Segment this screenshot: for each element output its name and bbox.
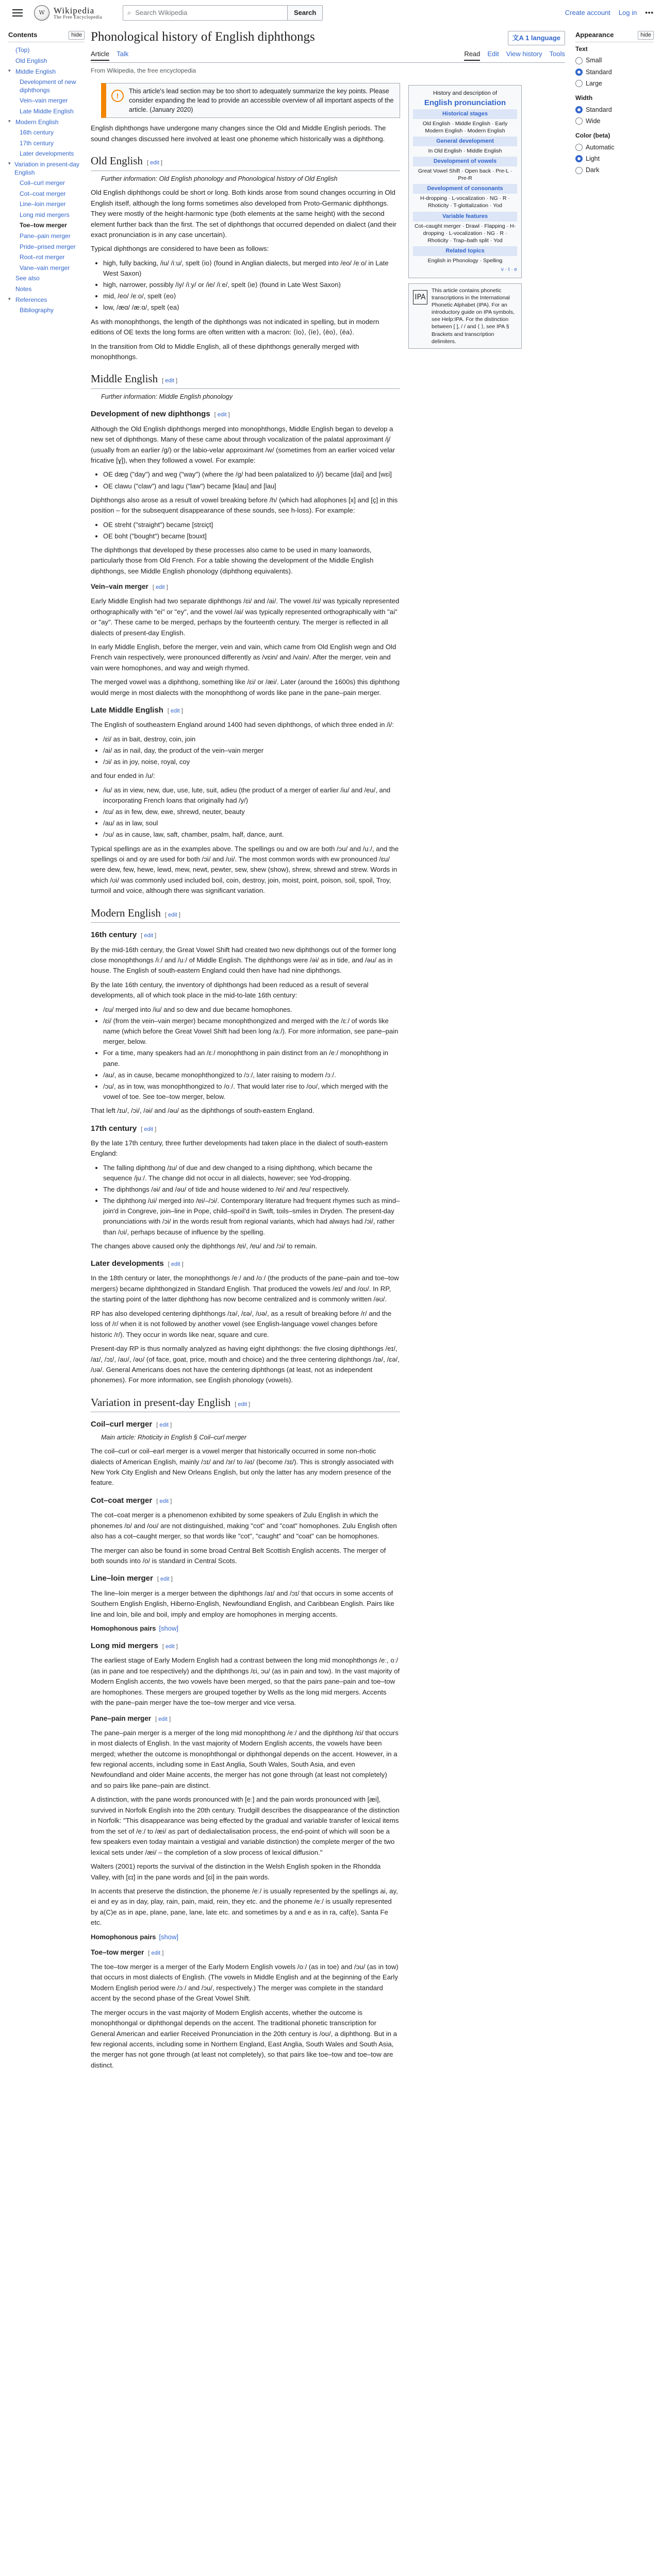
edit-link[interactable]: edit [144, 933, 154, 939]
paragraph: The merger can also be found in some broad Central Belt Scottish English accents. The merger of both sounds into /o/ is standard in Central Scots. [91, 1546, 386, 1565]
login-link[interactable]: Log in [618, 8, 637, 16]
appearance-option[interactable] [575, 115, 654, 127]
paragraph: As with monophthongs, the length of the diphthongs was not indicated in spelling, but in modern editions of OE texts the long forms are often written with a macron: ⟨īo⟩, ⟨īe⟩, ⟨ēo⟩, ⟨ēa⟩. [91, 317, 379, 336]
globe-icon: W [34, 5, 49, 21]
toc-item [8, 128, 85, 139]
section-title: Long mid mergers [91, 1641, 158, 1651]
paragraph: Typical spellings are as in the examples above. The spellings ou and ow are both /ɔu/ and /uː/, and the spellings oi and oy are used for both /ɔi/ and /ʊi/. The most common words with ew pronounced /ɛu/ were dew, few, hewe, lewd, mew, newt, pewter, sew, shew (show), shrew, shrewd and strew. Words in which /ʊi/ was commonly used included boil, coin, destroy, join, moist, point, poison, soil, spoil, Troy, turmoil and voice, although there was significant variation. [91, 844, 399, 895]
toc-item [8, 231, 85, 242]
edit-section-link[interactable]: [ edit ] [156, 1422, 172, 1429]
section-title: Modern English [91, 906, 161, 919]
toc-item [8, 221, 85, 231]
tab-edit[interactable]: Edit [487, 50, 499, 58]
tab-talk[interactable]: Talk [117, 50, 129, 58]
toc-link[interactable]: See also [15, 275, 40, 282]
section-title: Coil–curl merger [91, 1420, 153, 1429]
toc-item [8, 149, 85, 160]
toc-item [8, 252, 85, 263]
wikipedia-logo[interactable] [34, 5, 102, 21]
edit-section-link[interactable]: [ edit ] [152, 584, 168, 591]
tab-tools[interactable]: Tools [549, 50, 565, 58]
collapsible-table [91, 1623, 400, 1634]
paragraph: The toe–tow merger is a merger of the Early Modern English vowels /oː/ (as in toe) and /ɔu/ (as in tow) that occurs in most dialects of English. (The vowels in Middle English and at the beginning of the Early Modern English period were /ɔː/ and /ɔu/, respectively.) The merger was complete in the standard accent by the second phase of the Great Vowel Shift. [91, 1962, 399, 2003]
toc-item [8, 159, 85, 178]
edit-section-link[interactable]: [ edit ] [156, 1498, 172, 1504]
search-form [123, 5, 323, 21]
list-item: • /ɛu/ as in few, dew, ewe, shrewd, neuter, beauty [103, 807, 400, 817]
section-heading [91, 1394, 400, 1413]
lead-paragraph: English diphthongs have undergone many changes since the Old and Middle English periods. The sound changes discussed here involved at least one phoneme which historically was a diphthong. [91, 124, 386, 143]
toc-link[interactable]: Development of new diphthongs [20, 78, 76, 94]
paragraph: The merged vowel was a diphthong, something like /ɛi/ or /æi/. Later (around the 1600s) this diphthong would merge in most dialects with the monophthong of words like pane in the pane–pain merger. [91, 678, 400, 697]
option-label: Standard [586, 68, 612, 76]
section-heading [91, 1947, 400, 1958]
toc-item [8, 295, 85, 306]
list-item: • /au/ as in law, soul [103, 818, 400, 828]
hatnote: Further information: Middle English phonology [101, 393, 233, 400]
paragraph: By the mid-16th century, the Great Vowel Shift had created two new diphthongs out of the former long close monophthongs /iː/ and /uː/ of Middle English. The diphthongs were /əi/ as in tide, and /əu/ as in house. The English of south-eastern England could then have had nine diphthongs. [91, 945, 396, 975]
toc-link[interactable]: Pane–pain merger [20, 232, 71, 240]
edit-section-link[interactable]: [ edit ] [164, 911, 180, 918]
radio-button[interactable] [575, 167, 583, 174]
edit-link[interactable]: edit [158, 1716, 168, 1722]
page-tabs [91, 49, 565, 63]
section-title: Development of new diphthongs [91, 410, 210, 419]
toc-link[interactable]: Vane–vain merger [20, 264, 70, 272]
edit-link[interactable]: edit [168, 911, 177, 918]
edit-link[interactable]: edit [170, 708, 180, 715]
toc-link[interactable]: Modern English [15, 118, 59, 126]
paragraph: The English of southeastern England around 1400 had seven diphthongs, of which three ended in /i/: [91, 721, 394, 729]
bullet-list [103, 785, 400, 840]
section-heading [91, 1714, 400, 1724]
paragraph: A distinction, with the pane words pronounced with [eː] and the pain words pronounced with [æi], survived in Norfolk English into the 20th century. Trudgill describes the disappearance of the distinction in Norfolk: "This disappearance was being effected by the gradual and variable transfer of lexical items from the set of /eː/ to /æi/ as part of dedialectalisation process, the end-point of which will soon be a few speakers even today maintain a vestigial and variable distinction) the complete merger of the two lexical sets under /æi/ – the completion of a slow process of lexical diffusion." [91, 1795, 400, 1856]
edit-section-link[interactable]: [ edit ] [157, 1576, 173, 1583]
section-heading [91, 1123, 400, 1134]
list-item: • /ɔi/ as in joy, noise, royal, coy [103, 757, 400, 767]
toc-item [8, 45, 85, 56]
toc-link[interactable]: 16th century [20, 129, 54, 137]
section-heading [91, 1640, 400, 1652]
edit-link[interactable]: edit [165, 1643, 175, 1650]
navbox-section-heading: General development [413, 137, 517, 146]
appearance-option[interactable] [575, 153, 654, 164]
navbox-section-links[interactable]: Old English · Middle English · Early Modern English · Modern English [422, 120, 508, 134]
toc-link[interactable]: Line–loin merger [20, 200, 66, 208]
toc-link[interactable]: Coil–curl merger [20, 179, 65, 187]
hatnote: Main article: Rhoticity in English § Coil–curl merger [101, 1433, 247, 1441]
section-heading [91, 1418, 400, 1430]
edit-section-link[interactable]: [ edit ] [148, 1950, 164, 1956]
chevron-down-icon[interactable]: ▾ [8, 296, 11, 301]
section-heading [91, 152, 400, 171]
radio-button[interactable] [575, 106, 583, 113]
toc-item [8, 242, 85, 252]
show-button[interactable]: [show] [159, 1933, 178, 1941]
appearance-panel [575, 31, 654, 181]
list-item: • /ɔu/, as in tow, was monophthongized to /oː/. That would later rise to /oʊ/, which merged with the vowel of toe. See toe–tow merger, below. [103, 1081, 400, 1102]
section-heading [91, 905, 400, 923]
toc-link[interactable]: (Top) [15, 46, 30, 54]
toc-link[interactable]: References [15, 296, 47, 303]
paragraph: The merger occurs in the vast majority of Modern English accents, whether the outcome is monophthongal or diphthongal depends on the accent. The traditional phonetic transcription for General American and earlier Received Pronunciation in the 20th century is /oʊ/, a diphthong. But in a few regional accents, including some in Northern England, East Anglia, South Wales and South Asia, the merger has not gone through (at least not completely), so that pairs like toe–tow and toe–tow are distinct. [91, 2008, 397, 2069]
toc-link[interactable]: Cot–coat merger [20, 190, 66, 197]
section-title: Old English [91, 155, 143, 167]
main-menu-icon[interactable] [12, 9, 23, 16]
list-item: • OE streht ("straight") became [strɛiçt] [103, 520, 400, 530]
list-item: • /ɔu/ as in cause, law, saft, chamber, psalm, half, dance, aunt. [103, 829, 400, 840]
edit-link[interactable]: edit [159, 1422, 169, 1429]
edit-link[interactable]: edit [217, 412, 227, 418]
edit-link[interactable]: edit [150, 160, 159, 166]
search-input[interactable]: ⌕ Search Wikipedia [123, 5, 288, 21]
edit-section-link[interactable]: [ edit ] [167, 708, 183, 715]
list-item: • mid, /eo/ /eːo/, spelt ⟨eo⟩ [103, 291, 400, 301]
appearance-group-label: Color (beta) [575, 132, 610, 140]
option-label: Dark [586, 166, 600, 174]
toc-link[interactable]: Middle English [15, 67, 56, 75]
list-item: • high, fully backing, /iu/ /iːu/, spelt ⟨io⟩ (found in Anglian dialects, but merged into /eo/ /eːo/ in Late West Saxon) [103, 258, 400, 279]
site-header [0, 0, 662, 26]
option-label: Automatic [586, 143, 615, 151]
section-title: Vein–vain merger [91, 583, 148, 591]
tab-article[interactable]: Article [91, 49, 109, 61]
search-icon: ⌕ [127, 8, 131, 16]
option-label: Light [586, 155, 600, 163]
paragraph: Typical diphthongs are considered to have been as follows: [91, 245, 269, 253]
lead-too-short-notice: ! This article's lead section may be too short to adequately summarize the key points. Please consider expanding the lead to provide an accessible overview of all important aspects of the article. (January 2020) [101, 83, 400, 118]
list-item: • For a time, many speakers had an /ɛː/ monophthong in pain distinct from an /eː/ monophthong in pane. [103, 1048, 400, 1069]
toc-link[interactable]: Root–rot merger [20, 253, 65, 261]
appearance-group [575, 94, 654, 127]
edit-section-link[interactable]: [ edit ] [162, 1643, 178, 1650]
option-label: Standard [586, 106, 612, 113]
language-icon: 文A [512, 34, 526, 42]
toc-title: Contents [8, 31, 38, 39]
paragraph: The earliest stage of Early Modern English had a contrast between the long mid monophthongs /eː, oː/ (as in pane and toe respectively) and the diphthongs /ɛi, ɔu/ (as in pain and tow). In the vast majority of Modern English accents, the two vowels have been merged, so that the pairs pane–pain and toe–tow are homophones. These mergers are grouped together by Wells as the long mid mergers. Accents with the pane–pain merger have the toe–tow merger and vice versa. [91, 1656, 400, 1707]
radio-button[interactable] [575, 117, 583, 125]
paragraph: That left /ɪu/, /ɔi/, /əi/ and /əu/ as the diphthongs of south-eastern England. [91, 1107, 315, 1115]
edit-section-link[interactable]: [ edit ] [141, 933, 157, 939]
bullet-list [103, 734, 400, 767]
navbox-section-links[interactable]: In Old English · Middle English [428, 148, 502, 155]
paragraph: and four ended in /u/: [91, 772, 155, 780]
toc-link[interactable]: Late Middle English [20, 107, 74, 115]
toc-item [8, 274, 85, 284]
navbox-section-links[interactable]: Cot–caught merger · Drawl · Flapping · H-dropping · L-vocalization · NG · R · Rhoticity · Trap–bath split · Yod [414, 223, 516, 244]
tab-read[interactable]: Read [464, 49, 480, 61]
list-item: • OE dæɡ ("day") and weɡ ("way") (where the /ɡ/ had been palatalized to /j/) became [dai] and [wɛi] [103, 469, 400, 480]
appearance-title: Appearance [575, 31, 614, 39]
section-title: Variation in present-day English [91, 1396, 231, 1409]
appearance-group [575, 45, 654, 89]
navbox-section-heading: Historical stages [413, 109, 517, 119]
paragraph: The diphthongs that developed by these processes also came to be used in many loanwords, particularly those from Old French. For a table showing the development of the Middle English diphthongs, see Middle English phonology (diphthong equivalents). [91, 546, 374, 575]
section-heading [91, 1572, 400, 1584]
appearance-group-label: Text [575, 45, 588, 53]
paragraph: RP has also developed centering diphthongs /ɪə/, /ɛə/, /ʊə/, as a result of breaking before /r/ and the loss of /r/ when it is not followed by another vowel (see English-language vowel changes before historic /r/). They occur in words like near, square and cure. [91, 1309, 392, 1338]
edit-link[interactable]: edit [160, 1576, 170, 1583]
chevron-down-icon[interactable]: ▾ [8, 118, 11, 124]
tagline: The Free Encyclopedia [54, 14, 102, 20]
paragraph: Old English diphthongs could be short or long. Both kinds arose from sound changes occurring in Old English itself, although the long forms sometimes also developed from Proto-Germanic diphthongs. They were mostly of the height-harmonic type (both elements at the same height) with the second element further back than the first. The set of diphthongs that occurred depended on dialect (and their exact pronunciation is in any case uncertain). [91, 189, 396, 239]
language-button[interactable]: 文A 1 language [508, 31, 565, 45]
list-item: • /ai/ as in nail, day, the product of the vein–vain merger [103, 745, 400, 756]
option-label: Small [586, 57, 602, 64]
paragraph: In early Middle English, before the merger, vein and vain, which came from Old English wegn and Old French vain respectively, were pronounced differently as /vɛin/ and /vain/. After the merger, vein and vain were homophones, and way and weigh rhymed. [91, 642, 396, 672]
paragraph: Present-day RP is thus normally analyzed as having eight diphthongs: the five closing diphthongs /eɪ/, /aɪ/, /ɔɪ/, /aʊ/, /əʊ/ (of face, goat, price, mouth and choice) and the three centering diphthongs /ɪə/, /ɛə/, /ʊə/. General Americans does not have the centering diphthongs (at least, not as independent phonemes). For more information, see English phonology (vowels). [91, 1345, 400, 1384]
radio-button[interactable] [575, 57, 583, 64]
toc-item [8, 117, 85, 128]
appearance-option[interactable] [575, 104, 654, 115]
edit-section-link[interactable]: [ edit ] [155, 1716, 171, 1722]
chevron-down-icon[interactable]: ▾ [8, 67, 11, 73]
section-heading [91, 1495, 400, 1506]
create-account-link[interactable]: Create account [565, 8, 610, 16]
section-title: Cot–coat merger [91, 1496, 153, 1505]
sidebar [408, 85, 522, 349]
toc-link[interactable]: Long mid mergers [20, 211, 70, 218]
collapsible-table [91, 1932, 400, 1942]
paragraph: The cot–coat merger is a phenomenon exhibited by some speakers of Zulu English in which the phonemes /ɒ/ and /oʊ/ are not distinguished, making "cot" and "coat" homophones. Zulu English often also has a cot–caught merger, so that words like "cot", "caught" and "coat" can be homophones. [91, 1511, 397, 1540]
toc-link[interactable]: Variation in present-day English [14, 160, 79, 176]
paragraph: Although the Old English diphthongs merged into monophthongs, Middle English began to develop a new set of diphthongs. Many of these came about through vocalization of the palatal approximant /j/ (usually from an earlier /ɡ/) or the labio-velar approximant /w/ (sometimes from an earlier voiced velar fricative [ɣ]), when they followed a vowel. For example: [91, 425, 395, 464]
article-body [91, 81, 400, 2074]
appearance-option[interactable] [575, 66, 654, 78]
appearance-option[interactable] [575, 78, 654, 89]
option-label: Wide [586, 117, 601, 125]
toc-link[interactable]: Notes [15, 285, 32, 293]
appearance-option[interactable] [575, 164, 654, 176]
ipa-notice: IPA This article contains phonetic transcriptions in the International Phonetic Alphabet (IPA). For an introductory guide on IPA symbols, see Help:IPA. For the distinction between [ ], / / and ⟨ ⟩, see IPA § Brackets and transcription delimiters. [408, 283, 522, 349]
edit-link[interactable]: edit [151, 1950, 161, 1956]
appearance-hide-button[interactable]: hide [638, 31, 654, 40]
table-of-contents [8, 31, 85, 316]
option-label: Large [586, 79, 602, 87]
tab-view-history[interactable]: View history [506, 50, 542, 58]
warning-icon: ! [111, 90, 124, 102]
paragraph: In the transition from Old to Middle English, all of these diphthongs generally merged with monophthongs. [91, 342, 359, 361]
list-item: • low, /æɑ/ /æːɑ/, spelt ⟨ea⟩ [103, 302, 400, 313]
appearance-group-label: Width [575, 94, 593, 102]
section-heading [91, 408, 400, 420]
list-item: • /iu/ as in view, new, due, use, lute, suit, adieu (the product of a merger of earlier /iu/ and /eu/, and incorporating French loans that originally had /y/) [103, 785, 400, 806]
section-title: 16th century [91, 930, 137, 940]
navbox-section-links[interactable]: Great Vowel Shift · Open back · Pre-L · Pre-R [418, 168, 512, 182]
section-heading [91, 1258, 400, 1269]
paragraph: Diphthongs also arose as a result of vowel breaking before /h/ (which had allophones [x] and [ç] in this position – for the subsequent disappearance of these sounds, see h-loss). For example: [91, 496, 398, 515]
edit-link[interactable]: edit [171, 1261, 180, 1268]
bullet-list [103, 1163, 400, 1238]
chevron-down-icon [8, 46, 13, 55]
navbox-vte[interactable]: v · t · e [501, 267, 517, 273]
show-button[interactable]: [show] [159, 1624, 178, 1633]
toc-item [8, 284, 85, 295]
toc-item [8, 138, 85, 149]
section-title: Late Middle English [91, 706, 163, 715]
toc-item [8, 96, 85, 107]
navbox-section-links[interactable]: H-dropping · L-vocalization · NG · R · Rhoticity · T-glottalization · Yod [420, 195, 510, 209]
search-button[interactable]: Search [288, 5, 323, 21]
bullet-list [103, 520, 400, 541]
collapsible-title: Homophonous pairs [91, 1624, 156, 1633]
paragraph: Early Middle English had two separate diphthongs /ɛi/ and /ai/. The vowel /ɛi/ was typically represented orthographically with "ei" or "ey", and the vowel /ai/ was typically represented orthographically with "ai" or "ay". These came to be merged, perhaps by the fourteenth century. The merger is reflected in all dialects of present-day English. [91, 597, 400, 637]
section-heading [91, 582, 400, 592]
section-heading [91, 704, 400, 716]
toc-item [8, 178, 85, 189]
navbox-section-heading: Related topics [413, 246, 517, 256]
navbox-section-heading: Development of consonants [413, 184, 517, 194]
radio-button[interactable] [575, 144, 583, 151]
list-item: • OE clawu ("claw") and laɡu ("law") became [klau] and [lau] [103, 481, 400, 492]
list-item: • /ɛu/ merged into /iu/ and so dew and due became homophones. [103, 1005, 400, 1015]
collapsible-title: Homophonous pairs [91, 1933, 156, 1941]
edit-link[interactable]: edit [155, 584, 165, 591]
paragraph: In the 18th century or later, the monophthongs /eː/ and /oː/ (the products of the pane–pain and toe–tow mergers) became diphthongized in Standard English. That produced the vowels /eɪ/ and /oʊ/. In RP, the starting point of the latter diphthong has now become centralized and is commonly written /əʊ/. [91, 1274, 399, 1303]
chevron-down-icon [8, 57, 13, 65]
radio-button[interactable] [575, 69, 583, 76]
edit-section-link[interactable]: [ edit ] [235, 1401, 251, 1408]
paragraph: The pane–pain merger is a merger of the long mid monophthong /eː/ and the diphthong /ɛi/ that occurs in most dialects of English. In the vast majority of Modern English accents, the vowels have been merged; whether the outcome is monophthongal or diphthongal depends on the accent. However, in a few regional accents, including some in East Anglia, South Wales, South Asia, and even Newfoundland and older Maine accents, the merger has not gone through (at least not completely) and so pairs like pane–pain are distinct. [91, 1728, 399, 1789]
toc-link[interactable]: Pride–prised merger [20, 243, 76, 250]
ipa-icon: IPA [413, 290, 427, 304]
paragraph: Walters (2001) reports the survival of the distinction in the Welsh English spoken in the Rhondda Valley, with [ɛɪ] in the pane words and [ɛi] in the pain words. [91, 1862, 381, 1881]
edit-link[interactable]: edit [144, 1126, 154, 1132]
main-content [91, 29, 565, 2074]
toc-item [8, 189, 85, 199]
pronunciation-navbox: History and description of English pronunciation Historical stages Old English · Middle English · Early Modern English · Modern English General development In Old English · Middle English Development of vowels Great Vowel Shift · Open back · Pre-L · Pre-R Development of consonants H-dropping · L-vocalization · NG · R · Rhoticity · T-glottalization · Yod Variable features Cot–caught merger · Drawl · Flapping · H-dropping · L-vocalization · NG · R · Rhoticity · Trap–bath split · Yod Related topics English in Phonology · Spelling v · t · e [408, 85, 522, 278]
section-title: Line–loin merger [91, 1574, 153, 1583]
toc-item [8, 106, 85, 117]
radio-button[interactable] [575, 155, 583, 162]
section-heading [91, 370, 400, 389]
edit-link[interactable]: edit [238, 1401, 247, 1408]
bullet-list [103, 258, 400, 313]
paragraph: In accents that preserve the distinction, the phoneme /eː/ is usually represented by the spellings ai, ay, ei and ey as in day, play, rain, pain, maid, rein, they etc. and the phoneme /eː/ is usually represented by a(C)e as in ape, plane, pane, lane, late etc. and sometimes by a and e as in ra, caf(e), Santa Fe etc. [91, 1887, 398, 1927]
paragraph: The changes above caused only the diphthongs /ɐi/, /ɐu/ and /ɔi/ to remain. [91, 1242, 318, 1250]
list-item: • OE boht ("bought") became [bɔuxt] [103, 531, 400, 541]
list-item: • /au/, as in cause, became monophthongized to /ɔː/, later raising to modern /ɔː/. [103, 1070, 400, 1080]
toc-link[interactable]: Bibliography [20, 307, 54, 314]
edit-link[interactable]: edit [165, 378, 174, 384]
appearance-option[interactable] [575, 142, 654, 153]
toc-hide-button[interactable]: hide [69, 31, 85, 39]
appearance-option[interactable] [575, 55, 654, 66]
edit-section-link[interactable]: [ edit ] [146, 160, 162, 166]
radio-button[interactable] [575, 80, 583, 87]
section-title: 17th century [91, 1124, 137, 1133]
more-icon[interactable]: ••• [645, 8, 654, 16]
list-item: • The diphthongs /əi/ and /əu/ of tide and house widened to /ɐi/ and /ɐu/ respectively. [103, 1184, 400, 1195]
from-wikipedia: From Wikipedia, the free encyclopedia [91, 67, 196, 75]
toc-item [8, 56, 85, 66]
toc-item [8, 66, 85, 77]
section-heading [91, 929, 400, 941]
paragraph: The line–loin merger is a merger between the diphthongs /aɪ/ and /ɔɪ/ that occurs in some accents of Southern English English, Hiberno-English, Newfoundland English, and Caribbean English. Pairs like line and loin, bile and boil, imply and employ are homophones in merging accents. [91, 1589, 394, 1618]
toc-item [8, 199, 85, 210]
chevron-down-icon [8, 275, 13, 283]
paragraph: By the late 17th century, three further developments had taken place in the dialect of south-eastern England: [91, 1139, 388, 1158]
list-item: • /ɛi/ (from the vein–vain merger) became monophthongized and merged with the /ɛː/ of words like name (which before the Great Vowel Shift had been long /aː/). For more information, see pane–pain merger, below. [103, 1016, 400, 1047]
edit-section-link[interactable]: [ edit ] [214, 412, 230, 418]
toc-link[interactable]: Vein–vain merger [20, 97, 68, 105]
section-title: Middle English [91, 372, 158, 385]
navbox-title[interactable]: English pronunciation [424, 98, 506, 107]
navbox-section-heading: Variable features [413, 212, 517, 222]
paragraph: The coil–curl or coil–earl merger is a vowel merger that historically occurred in some non-rhotic dialects of American English, mainly /ɔɪ/ and /ɜr/ to /əɪ/ (become /ɜɪ/). This is strongly associated with New York City English and New Orleans English, but only the latter has any modern presence of the feature. [91, 1447, 394, 1487]
paragraph: By the late 16th century, the inventory of diphthongs had been reduced as a result of several developments, all of which took place in the mid-to-late 16th century: [91, 980, 369, 999]
section-title: Toe–tow merger [91, 1948, 144, 1956]
list-item: • /ɛi/ as in bait, destroy, coin, join [103, 734, 400, 744]
toc-link[interactable]: Later developments [20, 150, 74, 158]
hatnote: Further information: Old English phonology and Phonological history of Old English [101, 175, 338, 182]
edit-section-link[interactable]: [ edit ] [168, 1261, 184, 1268]
chevron-down-icon [8, 285, 13, 294]
navbox-section-heading: Development of vowels [413, 157, 517, 166]
edit-section-link[interactable]: [ edit ] [141, 1126, 157, 1132]
section-title: Later developments [91, 1259, 164, 1268]
list-item: • The falling diphthong /ɪu/ of due and dew changed to a rising diphthong, which became the sequence /juː/. The change did not occur in all dialects, however; see Yod-dropping. [103, 1163, 400, 1183]
navbox-section-links[interactable]: English in Phonology · Spelling [427, 257, 503, 264]
toc-item [8, 210, 85, 221]
list-item: • The diphthong /ʊi/ merged into /ɐi/–/ɔi/. Contemporary literature had frequent rhymes such as mind–join'd in Congreve, join–line in Pope, child–spoil'd in Swift, toils–smiles in Dryden. The present-day pronunciations with /ɔi/ in the words result from regional variants, which had always had /ɔi/, rather than /ʊi/, perhaps because of influence by the spelling. [103, 1196, 400, 1238]
edit-link[interactable]: edit [159, 1498, 169, 1504]
edit-section-link[interactable]: [ edit ] [162, 378, 178, 384]
toc-link[interactable]: Toe–tow merger [20, 222, 67, 229]
list-item: • high, narrower, possibly /iy/ /iːy/ or /ie/ /iːe/, spelt ⟨ie⟩ (found in Late West Saxon) [103, 280, 400, 290]
page-title: Phonological history of English diphthongs [91, 30, 315, 44]
toc-item [8, 77, 85, 96]
toc-link[interactable]: 17th century [20, 139, 54, 147]
wordmark: Wikipedia [54, 6, 95, 15]
bullet-list [103, 1005, 400, 1102]
appearance-group [575, 132, 654, 176]
section-title: Pane–pain merger [91, 1714, 152, 1722]
toc-link[interactable]: Old English [15, 57, 47, 64]
toc-item [8, 306, 85, 316]
chevron-down-icon[interactable]: ▾ [8, 160, 11, 166]
toc-item [8, 263, 85, 274]
bullet-list [103, 469, 400, 491]
